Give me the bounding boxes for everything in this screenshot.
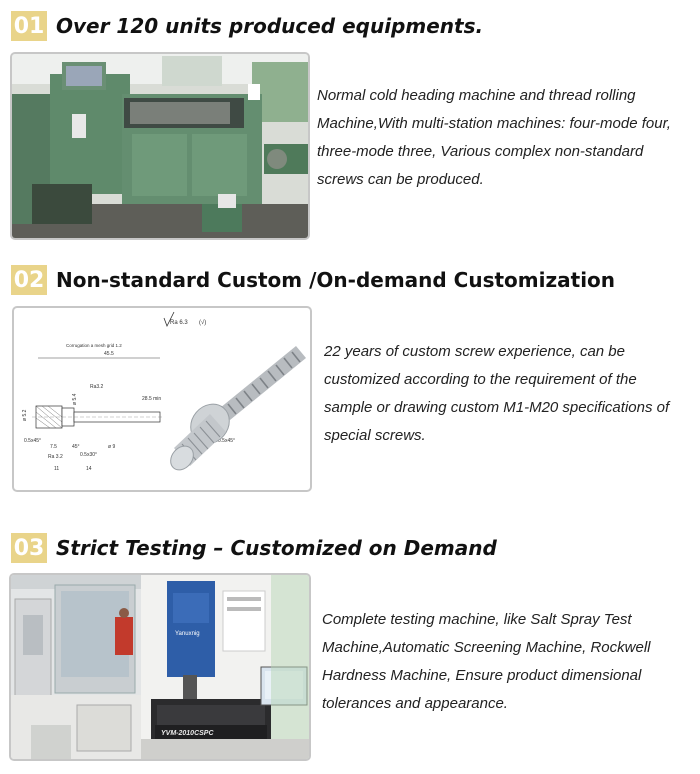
section-number: 03 (11, 533, 47, 563)
roughness-paren: (√) (199, 320, 207, 326)
section-description: Normal cold heading machine and thread rolling Machine,With multi-station machines: four-mode four, three-mode three, Various complex non-standard screws can be produced. (317, 87, 671, 188)
dia-head: ø 5.4 (72, 393, 78, 405)
section-equipment (0, 0, 700, 250)
section-title: Over 120 units produced equipments. (56, 14, 484, 38)
section-description: 22 years of custom screw experience, can be customized according to the requirement of the sample or drawing custom M1-M20 specifications of special screws. (324, 343, 670, 444)
dim-05: 0.5x30° (80, 452, 98, 458)
dim-14: 14 (86, 466, 92, 472)
length-total: 45.5 (104, 351, 114, 357)
dim-ra: Ra 3.2 (48, 454, 63, 460)
section-testing (0, 510, 700, 774)
dia-left: ø 5.2 (22, 409, 28, 421)
chamfer-right: 0.5x45° (218, 438, 236, 444)
chamfer-left: 0.5x45° (24, 438, 42, 444)
dim-9: ø 9 (108, 444, 116, 450)
ra-label: Ra3.2 (90, 384, 104, 390)
section-header (11, 532, 497, 564)
dim-75: 7.5 (50, 444, 57, 450)
section-title: Non-standard Custom /On-demand Customization (56, 268, 616, 292)
screw-render (166, 346, 306, 474)
dim-45: 45° (72, 444, 80, 450)
section-header (11, 10, 483, 42)
machine-model: YVM-2010CSPC (161, 730, 214, 737)
dim-11: 11 (54, 466, 60, 472)
machine-brand: Yanuxnig (175, 631, 200, 637)
section-title: Strict Testing – Customized on Demand (56, 536, 497, 560)
section-header (11, 264, 615, 296)
section-number: 02 (11, 265, 47, 295)
testing-photo (9, 573, 311, 761)
roughness-label: Ra 6.3 (170, 320, 188, 326)
section-description: Complete testing machine, like Salt Spray Test Machine,Automatic Screening Machine, Rockwell Hardness Machine, Ensure product dimensional tolerances and appearance. (322, 611, 651, 712)
section-customization (0, 250, 700, 510)
screw-drawing (12, 306, 312, 492)
length-min: 28.5 min (142, 396, 162, 402)
section-number: 01 (11, 11, 47, 41)
machine-photo (10, 52, 310, 240)
corrugation-note: Corrugation a mesh grid 1.2 (66, 343, 122, 348)
